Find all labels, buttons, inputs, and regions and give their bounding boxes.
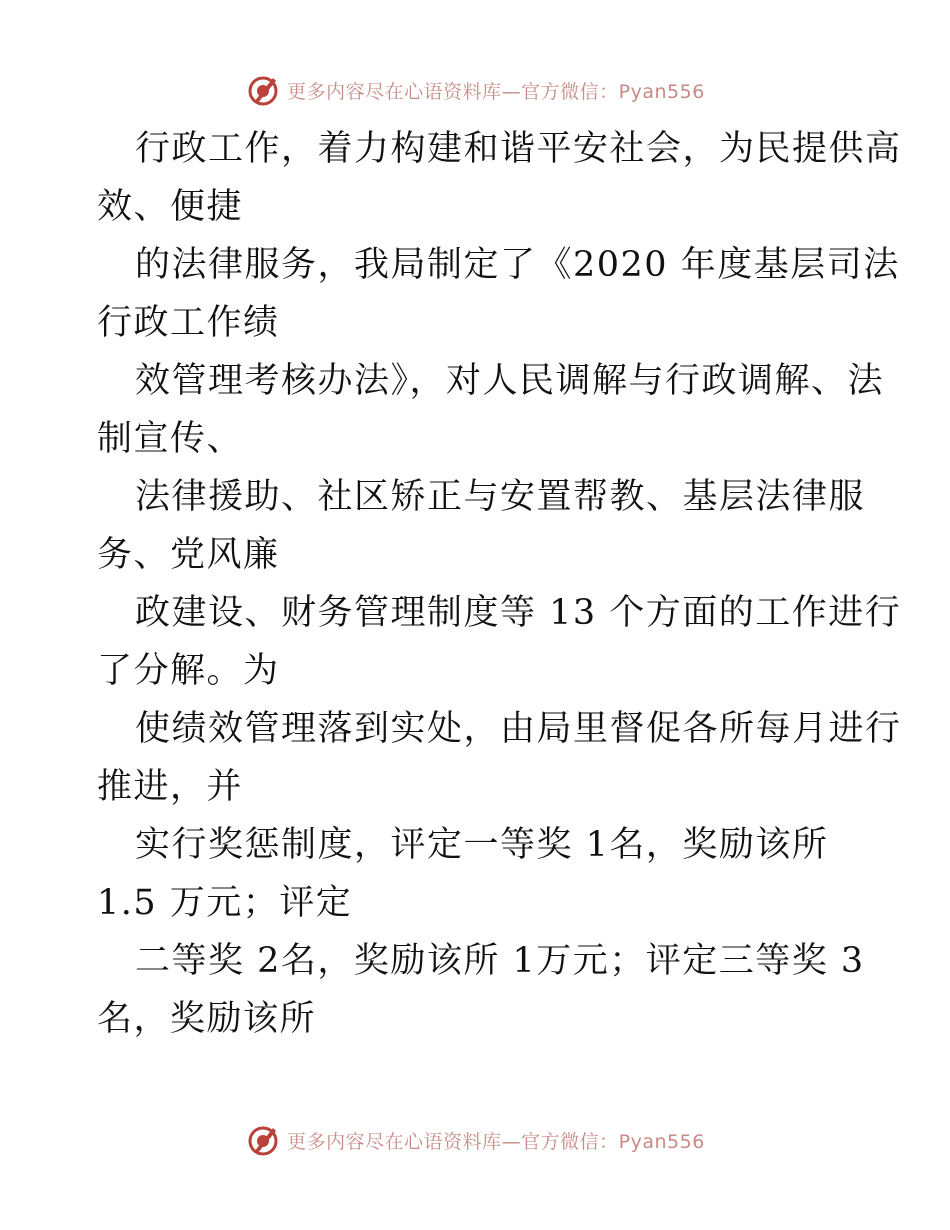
paragraph-line: 行政工作，着力构建和谐平安社会，为民提供高 xyxy=(135,129,902,169)
paragraph-line: 的法律服务，我局制定了《2020 年度基层司法 xyxy=(135,245,900,285)
paragraph-line: 制宣传、 xyxy=(97,419,244,459)
paragraph-line: 效管理考核办法》，对人民调解与行政调解、法 xyxy=(135,361,885,401)
paragraph-line: 政建设、财务管理制度等 13 个方面的工作进行 xyxy=(135,593,902,633)
footer-watermark xyxy=(0,1120,950,1160)
paragraph-line: 名，奖励该所 xyxy=(97,999,317,1039)
header-watermark-text: 更多内容尽在心语资料库—官方微信：Pyan556 xyxy=(287,80,705,103)
paragraph-line: 实行奖惩制度，评定一等奖 1名，奖励该所 xyxy=(135,825,829,865)
paragraph-line: 行政工作绩 xyxy=(97,303,280,343)
paragraph-line: 二等奖 2名，奖励该所 1万元；评定三等奖 3 xyxy=(135,941,865,981)
paragraph-line: 推进，并 xyxy=(97,767,244,807)
paragraph-line: 了分解。为 xyxy=(97,651,280,691)
quill-circle-logo-icon xyxy=(245,72,281,108)
document-body xyxy=(97,120,902,1048)
paragraph-line: 1.5 万元；评定 xyxy=(97,883,353,923)
paragraph-line: 务、党风廉 xyxy=(97,535,280,575)
quill-circle-logo-icon xyxy=(245,1122,281,1158)
header-watermark xyxy=(0,70,950,110)
paragraph-line: 效、便捷 xyxy=(97,187,244,227)
paragraph-line: 法律援助、社区矫正与安置帮教、基层法律服 xyxy=(135,477,866,517)
paragraph-line: 使绩效管理落到实处，由局里督促各所每月进行 xyxy=(135,709,902,749)
footer-watermark-text: 更多内容尽在心语资料库—官方微信：Pyan556 xyxy=(287,1130,705,1153)
